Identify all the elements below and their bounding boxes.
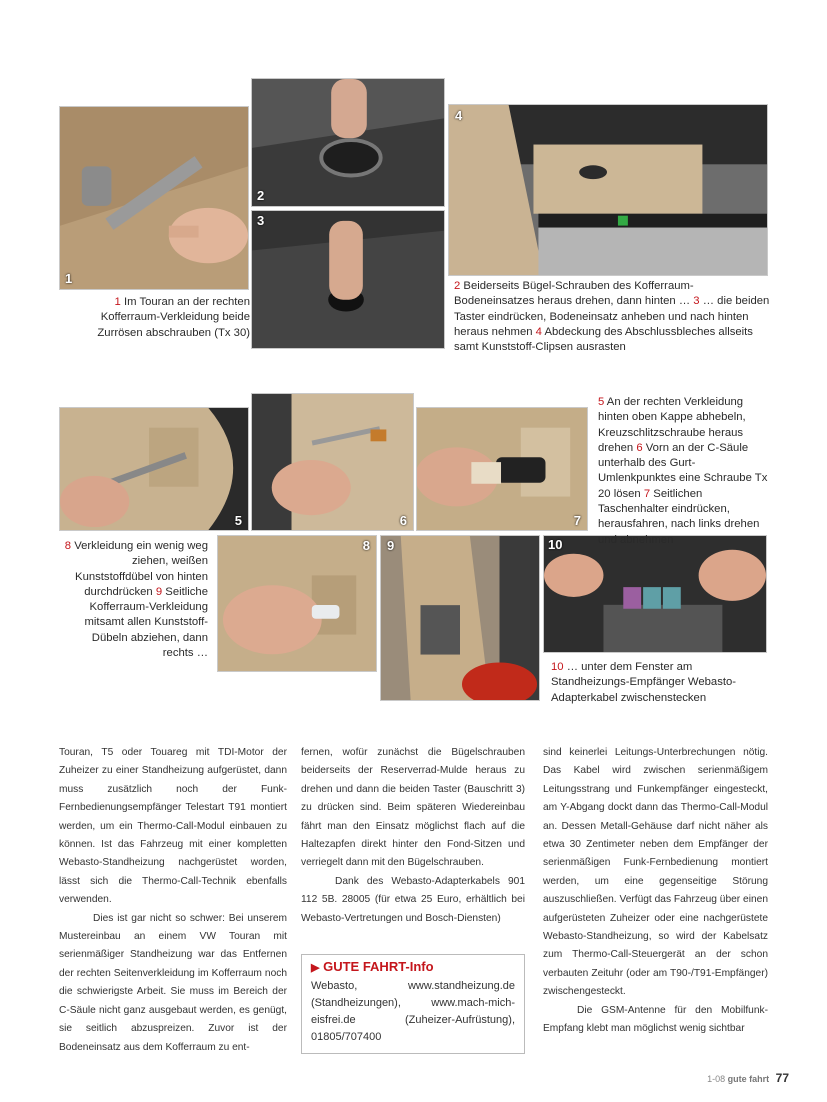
- paragraph: Dies ist gar nicht so schwer: Bei unserem Mustereinbau an einem VW Touran mit serienmäßiger Standheizung war das Entfernen der rechten Seitenverkleidung im Kofferraum noch die schwierigste Arbeit. Sie muss im Bereich der C-Säule nicht ganz ausgebaut werden, es genügt, sie seitlich abzuspreizen. Zuvor ist der Bodeneinsatz aus dem Kofferraum zu ent-: [59, 912, 287, 1053]
- caption-step-number: 5: [598, 396, 605, 408]
- photo-3: [251, 210, 445, 349]
- photo-6: [251, 393, 414, 531]
- caption-text: Im Touran an der rechten Kofferraum-Verkleidung beide Zurrösen abschrauben (Tx 30): [97, 296, 250, 339]
- article-column-1: [59, 744, 287, 1057]
- info-box-title: ▶ GUTE FAHRT-Info: [311, 959, 434, 974]
- paragraph: Dank des Webasto-Adapterkabels 901 112 5B. 28005 (für etwa 25 Euro, erhältlich bei Webasto-Vertretungen und Bosch-Diensten): [301, 875, 525, 924]
- caption-5-7: [598, 395, 768, 548]
- page-footer: [707, 1071, 789, 1085]
- paragraph: Touran, T5 oder Touareg mit TDI-Motor der Zuheizer zu einer Standheizung aufgerüstet, dann muss zusätzlich noch der Funk-Fernbedienungsempfänger Telestart T91 montiert werden, um ein Thermo-Call-Modul einbauen zu können. Ist das Fahrzeug mit einer kompletten Webasto-Standheizung nachgerüstet worden, lässt sich die Thermo-Call-Technik ebenfalls verwenden.: [59, 747, 287, 906]
- caption-step-number: 6: [636, 441, 643, 454]
- caption-step-number: 7: [643, 487, 651, 500]
- arrow-icon: ▶: [311, 962, 320, 974]
- caption-step-number: 3: [693, 295, 700, 308]
- paragraph: sind keinerlei Leitungs-Unterbrechungen nötig. Das Kabel wird zwischen serienmäßigem Leitungsstrang und Funkempfänger eingesteckt, am Y-Abgang dockt dann das Thermo-Call-Modul an. Dessen Metall-Gehäuse darf nicht näher als etwa 30 Zentimeter neben dem Empfänger der serienmäßigen Funk-Fernbedienung montiert werden, um eine gegenseitige Störung auszuschließen. Verfügt das Fahrzeug über einen aufgerüsteten Zuheizer oder eine nachgerüstete Webasto-Standheizung, so wird der Kabelsatz zum Thermo-Call-Steuergerät an der schon verbauten Zeituhr (oder am T90-/T91-Empfänger) zwischengesteckt.: [543, 747, 768, 998]
- photo-number: 6: [399, 513, 407, 528]
- photo-10: [543, 535, 767, 653]
- caption-text: … die beiden Taster eindrücken, Bodeneinsatz anheben und nach hinten heraus nehmen: [454, 295, 770, 338]
- caption-10: [551, 660, 761, 706]
- info-box: [301, 954, 525, 1054]
- photo-number: 2: [257, 188, 265, 203]
- caption-8-9: [62, 539, 208, 661]
- paragraph: fernen, wofür zunächst die Bügelschrauben beiderseits der Reserverrad-Mulde heraus zu drehen und dann die beiden Taster (Bauschritt 3) zu drücken sind. Beim späteren Wiedereinbau fährt man den Einsatz möglichst flach auf die Haltezapfen direkt hinter den Fond-Sitzen und verriegelt dann mit den Bügelschrauben.: [301, 747, 525, 869]
- photo-2: [251, 78, 445, 207]
- caption-step-number: 2: [454, 280, 461, 292]
- photo-number: 5: [234, 513, 242, 528]
- photo-number: 10: [548, 537, 563, 552]
- photo-7: [416, 407, 588, 531]
- issue-number: 1-08: [707, 1074, 726, 1084]
- caption-1: [74, 295, 250, 341]
- info-box-body: Webasto, www.standheizung.de (Standheizungen), www.mach-mich-eisfrei.de (Zuheizer-Aufrüstung), 01805/707400: [311, 980, 515, 1043]
- photo-number: 7: [573, 513, 581, 528]
- article-column-3: [543, 744, 768, 1039]
- caption-step-number: 10: [551, 661, 564, 673]
- caption-text: An der rechten Verkleidung hinten oben Kappe abhebeln, Kreuzschlitzschraube heraus drehen: [598, 396, 746, 454]
- photo-1: [59, 106, 249, 290]
- photo-8: [217, 535, 377, 672]
- caption-step-number: 9: [155, 585, 163, 598]
- photo-number: 1: [65, 271, 73, 286]
- photo-number: 3: [257, 213, 265, 228]
- article-column-2: [301, 744, 525, 928]
- magazine-name: gute fahrt: [727, 1074, 770, 1084]
- caption-text: … unter dem Fenster am Standheizungs-Empfänger Webasto-Adapterkabel zwischenstecken: [551, 661, 737, 704]
- caption-text: Verkleidung ein wenig weg ziehen, weißen Kunststoffdübel von hinten durchdrücken: [71, 540, 208, 598]
- caption-step-number: 8: [64, 540, 72, 552]
- photo-4: [448, 104, 768, 276]
- photo-number: 9: [387, 538, 395, 553]
- caption-step-number: 4: [535, 325, 542, 338]
- caption-2-4: [454, 279, 772, 355]
- photo-number: 4: [455, 108, 463, 123]
- caption-text: Abdeckung des Abschlussbleches allseits samt Kunststoff-Clipsen ausrasten: [454, 325, 753, 354]
- caption-step-number: 1: [114, 296, 121, 308]
- photo-9: [380, 535, 540, 701]
- caption-text: Seitliche Kofferraum-Verkleidung mitsamt allen Kunststoff-Dübeln abziehen, dann rechts …: [84, 585, 208, 660]
- photo-5: [59, 407, 249, 531]
- page-number: 77: [775, 1071, 789, 1085]
- caption-text: Vorn an der C-Säule unterhalb des Gurt-Umlenkpunktes eine Schraube Tx 20 lösen: [598, 441, 768, 500]
- caption-text: Beiderseits Bügel-Schrauben des Kofferraum-Bodeneinsatzes heraus drehen, dann hinten …: [454, 280, 694, 308]
- caption-text: Seitlichen Taschenhalter eindrücken, herausfahren, nach links drehen und abnehmen: [598, 487, 760, 546]
- photo-number: 8: [362, 538, 370, 553]
- paragraph: Die GSM-Antenne für den Mobilfunk-Empfang klebt man möglichst wenig sichtbar: [543, 1004, 768, 1035]
